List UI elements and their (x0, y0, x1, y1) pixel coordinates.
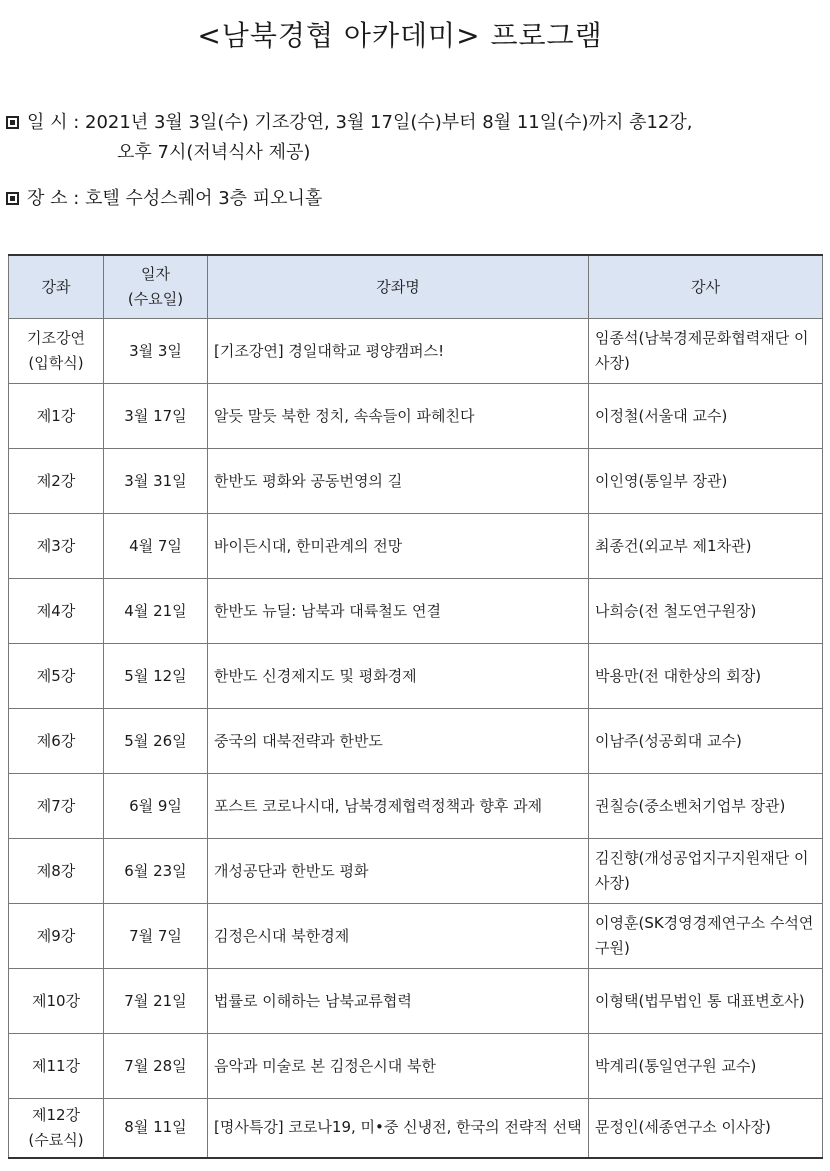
date-cell: 7월 7일 (104, 904, 208, 969)
table-row (9, 904, 823, 969)
lecturer-cell: 문정인(세종연구소 이사장) (589, 1099, 823, 1158)
table-row (9, 579, 823, 644)
lecturer-cell: 권칠승(중소벤처기업부 장관) (589, 774, 823, 839)
course-cell: 제11강 (9, 1034, 104, 1099)
schedule-info (6, 108, 692, 168)
lecturer-cell: 이정철(서울대 교수) (589, 384, 823, 449)
table-row (9, 449, 823, 514)
place-value: 호텔 수성스퀘어 3층 피오니홀 (85, 188, 323, 209)
title-cell: 한반도 뉴딜: 남북과 대륙철도 연결 (208, 579, 589, 644)
course-cell: 제10강 (9, 969, 104, 1034)
date-cell: 3월 3일 (104, 319, 208, 384)
title-cell: 포스트 코로나시대, 남북경제협력정책과 향후 과제 (208, 774, 589, 839)
date-value-line2: 오후 7시(저녁식사 제공) (117, 142, 311, 163)
course-cell: 제7강 (9, 774, 104, 839)
square-bullet-icon (6, 192, 19, 205)
course-cell: 제2강 (9, 449, 104, 514)
lecturer-cell: 박용만(전 대한상의 회장) (589, 644, 823, 709)
header-title: 강좌명 (208, 255, 589, 319)
table-row (9, 384, 823, 449)
title-cell: [기조강연] 경일대학교 평양캠퍼스! (208, 319, 589, 384)
square-bullet-icon (6, 116, 19, 129)
course-cell: 제3강 (9, 514, 104, 579)
course-cell: 제6강 (9, 709, 104, 774)
header-course: 강좌 (9, 255, 104, 319)
lecturer-cell: 이형택(법무법인 통 대표변호사) (589, 969, 823, 1034)
date-cell: 3월 17일 (104, 384, 208, 449)
lecturer-cell: 이인영(통일부 장관) (589, 449, 823, 514)
table-row (9, 644, 823, 709)
lecturer-cell: 나희승(전 철도연구원장) (589, 579, 823, 644)
lecturer-cell: 이남주(성공회대 교수) (589, 709, 823, 774)
lecturer-cell: 박계리(통일연구원 교수) (589, 1034, 823, 1099)
header-date: 일자 (수요일) (104, 255, 208, 319)
course-cell: 제8강 (9, 839, 104, 904)
title-cell: 한반도 신경제지도 및 평화경제 (208, 644, 589, 709)
date-cell: 5월 12일 (104, 644, 208, 709)
table-row (9, 709, 823, 774)
date-label: 일 시 : (27, 112, 80, 133)
title-cell: 음악과 미술로 본 김정은시대 북한 (208, 1034, 589, 1099)
date-cell: 5월 26일 (104, 709, 208, 774)
table-row (9, 514, 823, 579)
date-cell: 6월 23일 (104, 839, 208, 904)
table-row (9, 1099, 823, 1158)
table-row (9, 319, 823, 384)
date-value: 2021년 3월 3일(수) 기조강연, 3월 17일(수)부터 8월 11일(수)까지 총12강, (85, 112, 693, 133)
table-header-row (9, 255, 823, 319)
date-cell: 6월 9일 (104, 774, 208, 839)
table-row (9, 839, 823, 904)
date-cell: 8월 11일 (104, 1099, 208, 1158)
course-cell: 제9강 (9, 904, 104, 969)
title-cell: [명사특강] 코로나19, 미•중 신냉전, 한국의 전략적 선택 (208, 1099, 589, 1158)
table-row (9, 969, 823, 1034)
course-cell: 제1강 (9, 384, 104, 449)
title-cell: 알듯 말듯 북한 정치, 속속들이 파헤친다 (208, 384, 589, 449)
lecturer-cell: 이영훈(SK경영경제연구소 수석연구원) (589, 904, 823, 969)
course-cell: 제12강 (수료식) (9, 1099, 104, 1158)
table-row (9, 1034, 823, 1099)
title-cell: 김정은시대 북한경제 (208, 904, 589, 969)
course-cell: 기조강연 (입학식) (9, 319, 104, 384)
page-title: <남북경협 아카데미> 프로그램 (197, 19, 603, 52)
lecturer-cell: 최종건(외교부 제1차관) (589, 514, 823, 579)
header-lecturer: 강사 (589, 255, 823, 319)
date-cell: 3월 31일 (104, 449, 208, 514)
title-cell: 중국의 대북전략과 한반도 (208, 709, 589, 774)
place-label: 장 소 : (27, 188, 80, 209)
date-cell: 4월 7일 (104, 514, 208, 579)
date-cell: 4월 21일 (104, 579, 208, 644)
venue-info (6, 184, 322, 214)
title-cell: 바이든시대, 한미관계의 전망 (208, 514, 589, 579)
lecturer-cell: 임종석(남북경제문화협력재단 이사장) (589, 319, 823, 384)
program-table (8, 254, 823, 1159)
date-cell: 7월 21일 (104, 969, 208, 1034)
title-cell: 개성공단과 한반도 평화 (208, 839, 589, 904)
course-cell: 제4강 (9, 579, 104, 644)
lecturer-cell: 김진향(개성공업지구지원재단 이사장) (589, 839, 823, 904)
title-cell: 한반도 평화와 공동번영의 길 (208, 449, 589, 514)
title-cell: 법률로 이해하는 남북교류협력 (208, 969, 589, 1034)
date-cell: 7월 28일 (104, 1034, 208, 1099)
course-cell: 제5강 (9, 644, 104, 709)
table-row (9, 774, 823, 839)
